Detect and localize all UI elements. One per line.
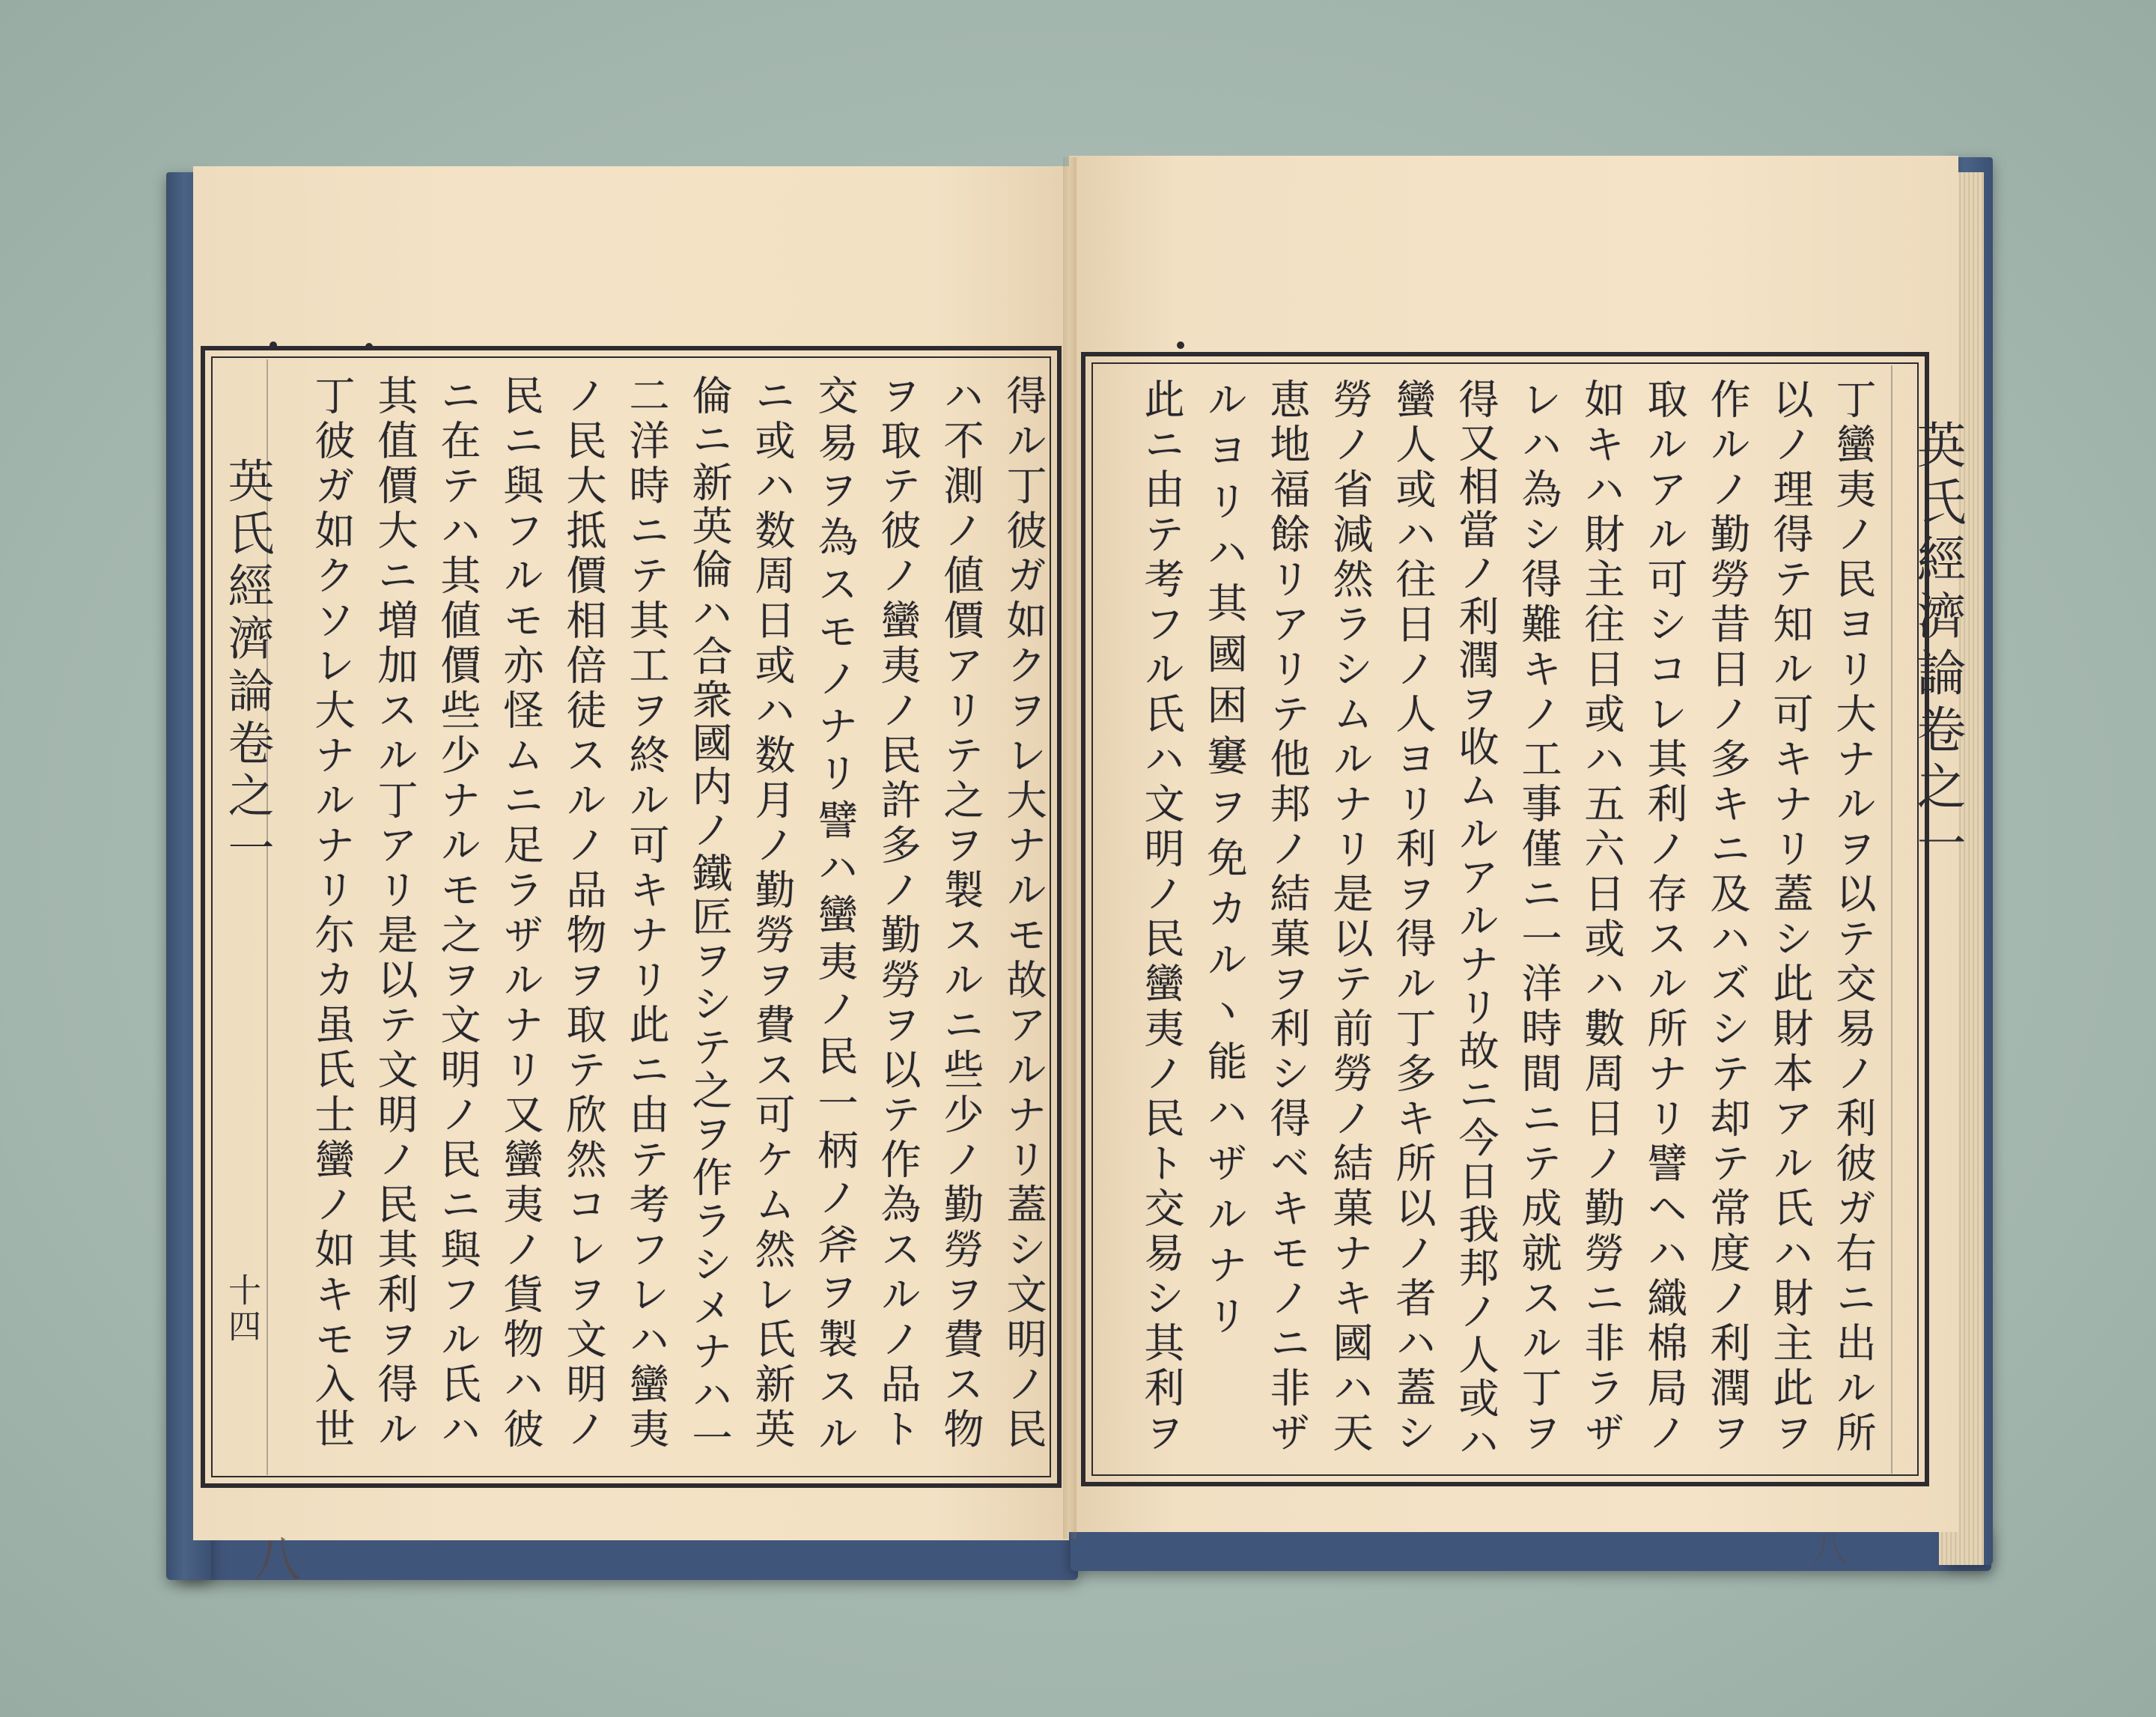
text-column: 取ルアル可シコレ其利ノ存スル所ナリ譬ヘハ織棉局ノ (1641, 378, 1688, 1456)
text-column: 得ル丁彼ガ如クヲレ大ナルモ故アルナリ蓋シ文明ノ民 (1000, 374, 1047, 1453)
text-column: 丁蠻夷ノ民ヨリ大ナルヲ以テ交易ノ利彼ガ右ニ出ル所 (1830, 378, 1877, 1456)
text-column: 交易ヲ為スモノナリ譬ハ蠻夷ノ民一柄ノ斧ヲ製スル (811, 374, 859, 1459)
faint-ink-mark: 八 (1812, 1528, 1848, 1570)
text-column: 以ノ理得テ知ル可キナリ蓋シ此財本アル氏ハ財主此ヲ (1767, 378, 1814, 1456)
text-column: ヲ取テ彼ノ蠻夷ノ民許多ノ勤勞ヲ以テ作為スルノ品ト (874, 374, 922, 1453)
registration-dot (1177, 341, 1184, 349)
text-column: 蠻人或ハ往日ノ人ヨリ利ヲ得ル丁多キ所以ノ者ハ蓋シ (1389, 378, 1437, 1456)
right-hashira-title: 英氏經濟論卷之一 (1908, 419, 1966, 875)
hashira-divider (1891, 365, 1892, 1474)
text-column: レハ為シ得難キノ工事僅ニ一洋時間ニテ成就スル丁ヲ (1515, 378, 1562, 1456)
text-column: ハ不測ノ値價アリテ之ヲ製スルニ些少ノ勤勞ヲ費ス物 (937, 374, 984, 1453)
text-column: 如キハ財主往日或ハ五六日或ハ數周日ノ勤勞ニ非ラザ (1578, 378, 1625, 1456)
text-column: ノ民大抵價相倍徒スルノ品物ヲ取テ欣然コレヲ文明ノ (560, 374, 607, 1453)
text-column: 得又相當ノ利潤ヲ收ムルアルナリ故ニ今日我邦ノ人或ハ (1452, 378, 1499, 1464)
left-hashira-title: 英氏經濟論卷之一 (220, 457, 275, 876)
text-column: 倫ニ新英倫ハ合衆國内ノ鐵匠ヲシテ之ヲ作ラシメナハ一 (686, 374, 733, 1460)
text-column: 作ルノ勤勞昔日ノ多キニ及ハズシテ却テ常度ノ利潤ヲ (1704, 378, 1751, 1456)
ink-stamp-mark: 八 (253, 1533, 301, 1588)
text-column: 其值價大ニ増加スル丁アリ是以テ文明ノ民其利ヲ得ル (371, 374, 418, 1453)
text-column: 此ニ由テ考フル氏ハ文明ノ民蠻夷ノ民ト交易シ其利ヲ (1138, 378, 1185, 1456)
registration-dot (270, 341, 277, 349)
text-column: 恵地福餘リアリテ他邦ノ結菓ヲ利シ得ベキモノニ非ザ (1264, 378, 1311, 1456)
left-page-number: 十四 (222, 1273, 261, 1345)
text-column: ニ在テハ其値價些少ナルモ之ヲ文明ノ民ニ與フル氏ハ (434, 374, 481, 1453)
book-cover-bottom-right (1071, 1528, 1991, 1571)
text-column: 民ニ與フルモ亦怪ムニ足ラザルナリ又蠻夷ノ貨物ハ彼 (497, 374, 544, 1453)
text-column: 二洋時ニテ其工ヲ終ル可キナリ此ニ由テ考フレハ蠻夷 (623, 374, 670, 1453)
text-column: 丁彼ガ如クソレ大ナルナリ尓カ虽氏士蠻ノ如キモ入世 (308, 374, 356, 1453)
registration-dot (365, 343, 373, 350)
text-column: ルヨリハ其國困窶ヲ免カルヽ能ハザルナリ (1201, 378, 1248, 1346)
text-column: ニ或ハ数周日或ハ数月ノ勤勞ヲ費ス可ケム然レ氏新英 (749, 374, 796, 1453)
text-column: 勞ノ省減然ラシムルナリ是以テ前勞ノ結菓ナキ國ハ天 (1327, 378, 1374, 1456)
book-gutter (1063, 157, 1077, 1539)
